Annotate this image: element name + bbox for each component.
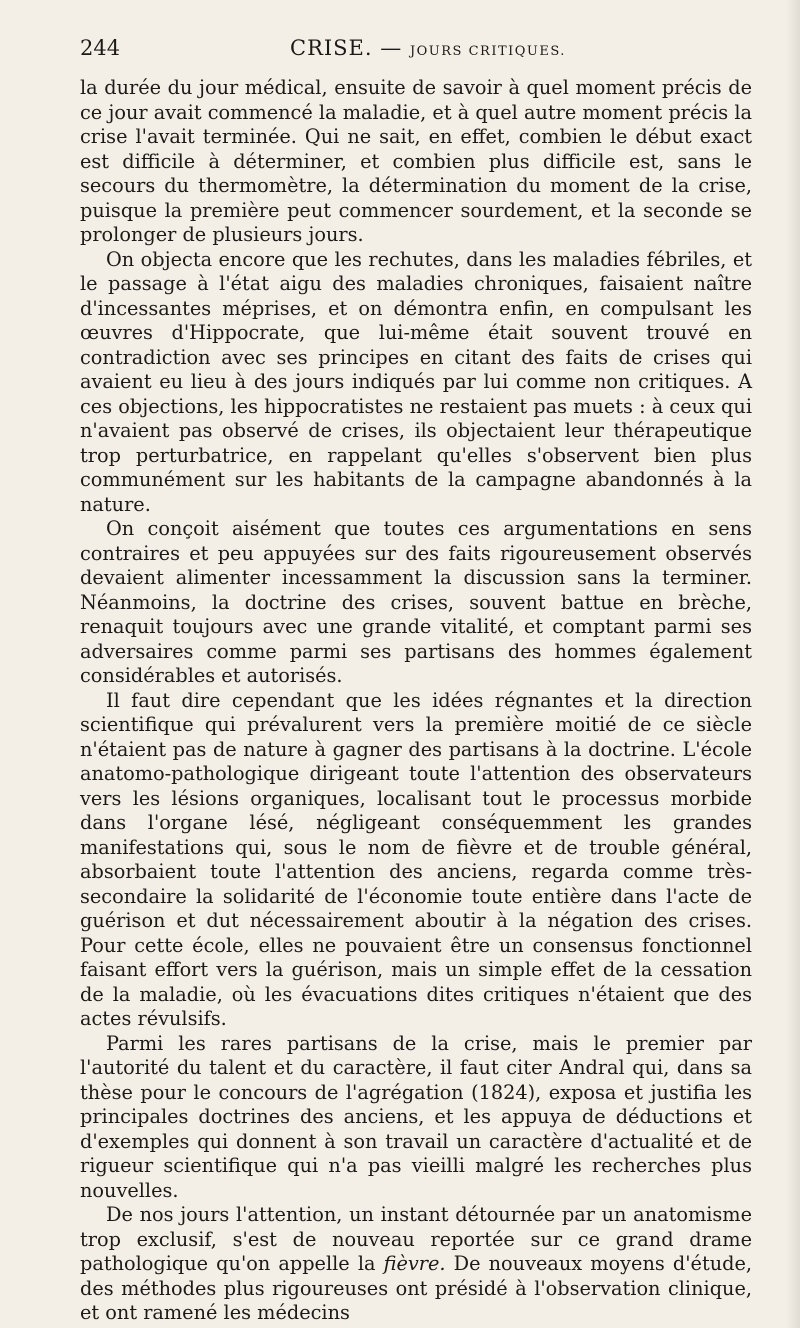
paragraph-2: On objecta encore que les rechutes, dans les maladies fébriles, et le passage à l'état aigu des maladies chroniques, faisaient naître d'incessantes méprises, et on démontra enfin, en compulsant les œuvres d'Hippocrate, que lui-même était souvent trouvé en contradiction avec ses principes en citant des faits de crises qui avaient eu lieu à des jours indiqués par lui comme non critiques. A ces objections, les hippocratistes ne restaient pas muets : à ceux qui n'avaient pas observé de crises, ils objectaient leur thérapeutique trop perturbatrice, en rappelant qu'elles s'observent bien plus communément sur les habitants de la campagne abandonnés à la nature. xyxy=(80,247,752,516)
body-text xyxy=(80,76,752,1326)
page-number: 244 xyxy=(80,36,121,60)
paragraph-3: On conçoit aisément que toutes ces argumentations en sens contraires et peu appuyées sur des faits rigoureusement observés devaient alimenter incessamment la discussion sans la terminer. Néanmoins, la doctrine des crises, souvent battue en brèche, renaquit toujours avec une grande vitalité, et comptant parmi ses adversaires comme parmi ses partisans des hommes également considérables et autorisés. xyxy=(80,517,752,687)
paragraph-4: Il faut dire cependant que les idées régnantes et la direction scientifique qui prévalurent vers la première moitié de ce siècle n'étaient pas de nature à gagner des partisans à la doctrine. L'école anatomo-pathologique dirigeant toute l'attention des observateurs vers les lésions organiques, localisant tout le processus morbide dans l'organe lésé, négligeant conséquemment les grandes manifestations qui, sous le nom de fièvre et de trouble général, absorbaient toute l'attention des anciens, regarda comme très-secondaire la solidarité de l'économie toute entière dans l'acte de guérison et dut nécessairement aboutir à la négation des crises. Pour cette école, elles ne pouvaient être un consensus fonctionnel faisant effort vers la guérison, mais un simple effet de la cessation de la maladie, où les évacuations dites critiques n'étaient que des actes révulsifs. xyxy=(80,688,752,1030)
running-title-sub: JOURS CRITIQUES. xyxy=(409,44,566,59)
running-title xyxy=(290,36,566,60)
paragraph-5: Parmi les rares partisans de la crise, mais le premier par l'autorité du talent et du caractère, il faut citer Andral qui, dans sa thèse pour le concours de l'agrégation (1824), exposa et justifia les principales doctrines des anciens, et les appuya de déductions et d'exemples qui donnent à son travail un caractère d'actualité et de rigueur scientifique qui n'a pas vieilli malgré les recherches plus nouvelles. xyxy=(80,1031,752,1202)
paragraph-6-text-after: De nouveaux moyens d'étude, des méthodes plus rigoureuses ont présidé à l'observation clinique, et ont ramené les médecins xyxy=(80,1252,752,1324)
paragraph-6 xyxy=(80,1203,752,1326)
running-header xyxy=(80,36,752,74)
running-title-main: CRISE. — xyxy=(290,36,403,60)
paragraph-6-italic-word: fièvre. xyxy=(383,1252,446,1275)
paragraph-1: la durée du jour médical, ensuite de savoir à quel moment précis de ce jour avait commencé la maladie, et à quel autre moment précis la crise l'avait terminée. Qui ne sait, en effet, combien le début exact est difficile à déterminer, et combien plus difficile est, sans le secours du thermomètre, la détermination du moment de la crise, puisque la première peut commencer sourdement, et la seconde se prolonger de plusieurs jours. xyxy=(80,76,752,246)
scan-edge-shadow xyxy=(786,0,800,1328)
paragraph-6-text-before: De nos jours l'attention, un instant détournée par un anatomisme trop exclusif, s'est de nouveau reportée sur ce grand drame pathologique qu'on appelle la xyxy=(80,1203,752,1275)
